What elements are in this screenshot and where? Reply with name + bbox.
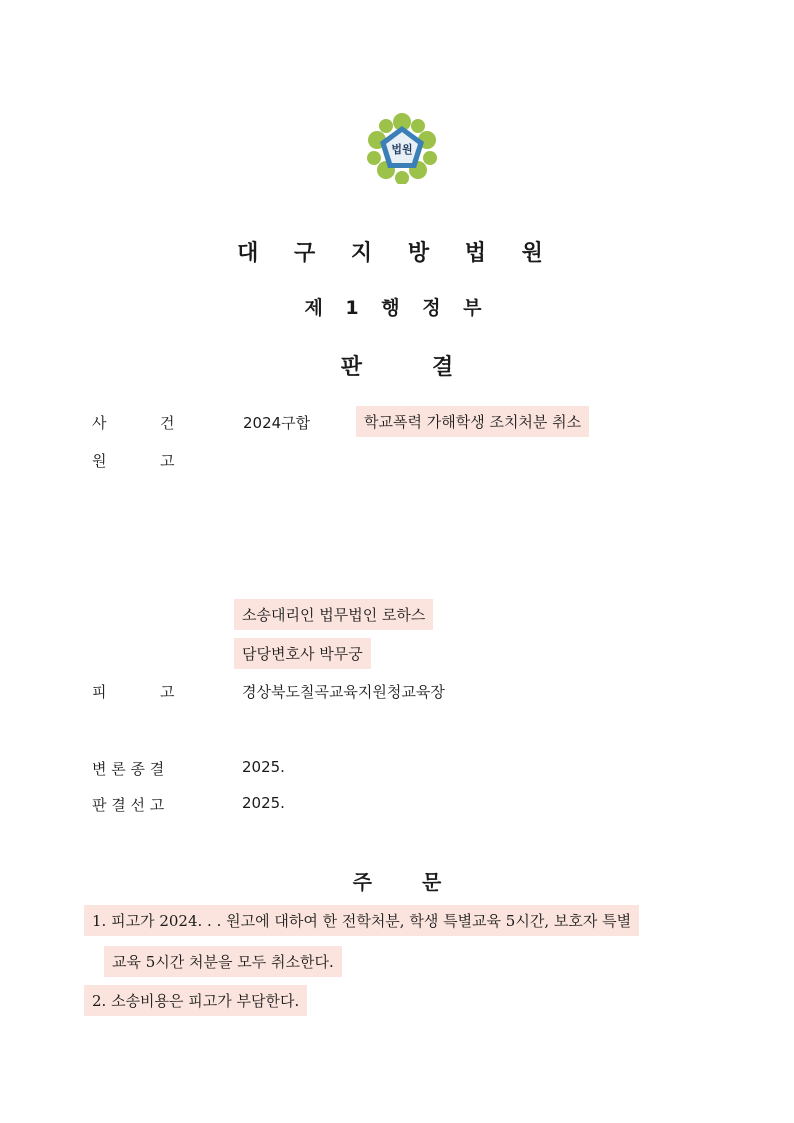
title-right: 결 (432, 355, 454, 380)
court-name: 대 구 지 방 법 원 (237, 241, 557, 266)
plaintiff-label-1: 원 (92, 452, 107, 470)
department-name: 제 1 행 정 부 (304, 297, 490, 319)
closing-value: 2025. (242, 758, 285, 776)
seal-text: 법원 (391, 143, 413, 156)
order-item-1-line-1: 1. 피고가 2024. . . 원고에 대하여 한 전학처분, 학생 특별교육 5시간, 보호자 특별 (84, 905, 639, 936)
defendant-label-2: 고 (160, 683, 175, 701)
court-seal-icon (366, 112, 438, 184)
title-left: 판 (340, 355, 362, 380)
closing-label: 변 론 종 결 (92, 760, 165, 778)
case-number: 2024구합 (243, 414, 311, 432)
counsel-lawyer: 담당변호사 박무궁 (234, 638, 371, 669)
order-item-2: 2. 소송비용은 피고가 부담한다. (84, 985, 307, 1016)
case-label-1: 사 (92, 414, 107, 432)
counsel-firm: 소송대리인 법무법인 로하스 (234, 599, 433, 630)
document-title (0, 350, 794, 381)
order-title-right: 문 (422, 870, 442, 894)
judgment-label: 판 결 선 고 (92, 796, 165, 814)
order-item-1-line-2: 교육 5시간 처분을 모두 취소한다. (104, 946, 342, 977)
defendant-label-1: 피 (92, 683, 107, 701)
order-title-left: 주 (352, 870, 372, 894)
case-name: 학교폭력 가해학생 조치처분 취소 (356, 406, 589, 437)
plaintiff-label-2: 고 (160, 452, 175, 470)
case-label-2: 건 (160, 414, 175, 432)
defendant-name: 경상북도칠곡교육지원청교육장 (242, 683, 445, 701)
judgment-value: 2025. (242, 794, 285, 812)
order-title (0, 866, 794, 895)
